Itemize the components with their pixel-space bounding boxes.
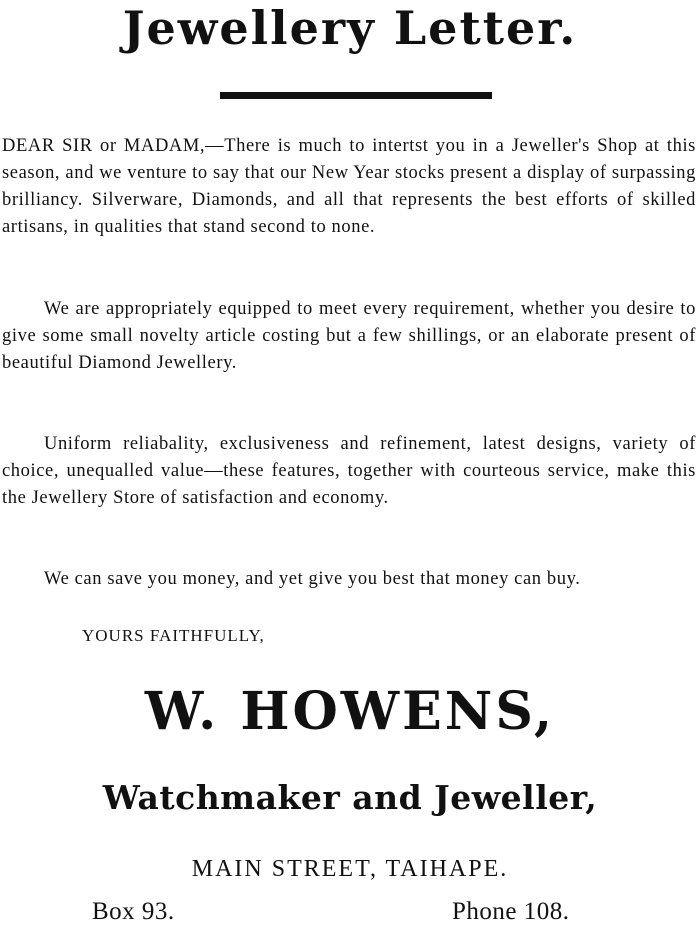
closing-salutation: YOURS FAITHFULLY, xyxy=(82,626,265,645)
phone-number: Phone 108. xyxy=(452,898,570,925)
headline-rule xyxy=(220,92,492,99)
headline: Jewellery Letter. xyxy=(122,1,578,55)
merchant-name: W. HOWENS, xyxy=(144,681,556,742)
merchant-trade: Watchmaker and Jeweller, xyxy=(102,778,598,817)
paragraph-4: We can save you money, and yet give you best that money can buy. xyxy=(44,569,581,589)
po-box: Box 93. xyxy=(92,898,175,925)
paragraph-3: Uniform reliabality, exclusiveness and refinement, latest designs, variety of choice, unequalled value—these features, together with courteous service, make this the Jewellery Store of satisfaction and economy. xyxy=(2,434,696,508)
paragraph-1: DEAR SIR or MADAM,—There is much to intertst you in a Jeweller's Shop at this season, and we venture to say that our New Year stocks present a display of surpassing brilliancy. Silverware, Diamonds, and all that represents the best efforts of skilled artisans, in qualities that stand second to none. xyxy=(2,136,696,237)
merchant-address: MAIN STREET, TAIHAPE. xyxy=(191,856,509,882)
paragraph-2: We are appropriately equipped to meet every requirement, whether you desire to give some small novelty article costing but a few shillings, or an elaborate present of beautiful Diamond Jewellery. xyxy=(2,299,696,373)
